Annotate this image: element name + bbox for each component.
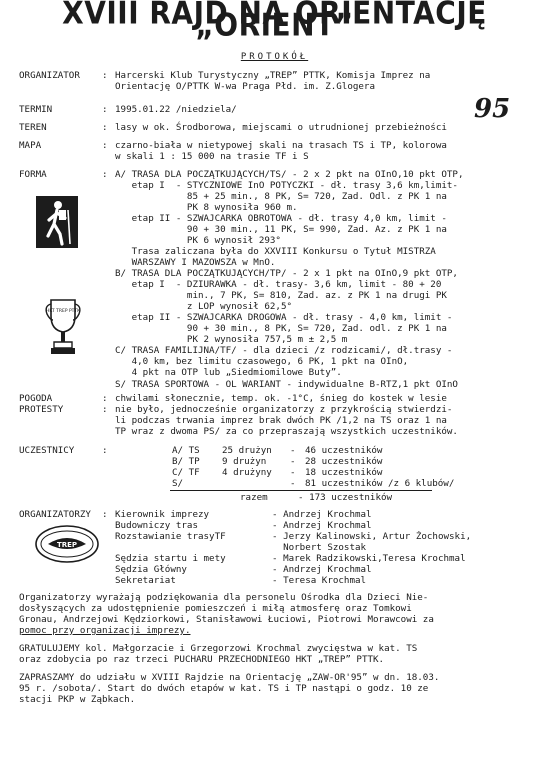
- forma-line: etap I - STYCZNIOWE InO POTYCZKI - dł. trasy 3,6 km,limit-: [115, 180, 458, 191]
- organizer-role: Rozstawianie trasyTF: [115, 531, 226, 542]
- organizer-role: Kierownik imprezy: [115, 509, 210, 520]
- organizer-name: - Marek Radzikowski,Teresa Krochmal: [272, 553, 466, 564]
- organizer-name: - Andrzej Krochmal: [272, 520, 372, 531]
- forma-colon: :: [102, 169, 108, 180]
- uczestnicy-colon: :: [102, 445, 108, 456]
- total-label: razem: [240, 492, 268, 503]
- document-title: XVIII RAJD NA ORIENTACJĘ „ORIENT”: [62, 0, 487, 44]
- participant-people: 18 uczestników: [305, 467, 383, 478]
- mapa-line-2: w skali 1 : 15 000 na trasie TF i S: [115, 151, 309, 162]
- organizator-line-2: Orientację O/PTTK W-wa Praga Płd. im. Z.Glogera: [115, 81, 375, 92]
- organizator-line-1: Harcerski Klub Turystyczny „TREP” PTTK, Komisja Imprez na: [115, 70, 431, 81]
- congrats-line-1: GRATULUJEMY kol. Małgorzacie i Grzegorzowi Krochmal zwycięstwa w kat. TS: [19, 643, 418, 654]
- organizer-role: Sekretariat: [115, 575, 176, 586]
- total-value: - 173 uczestników: [298, 492, 393, 503]
- participant-route: C/ TF: [172, 467, 200, 478]
- forma-line: min., 7 PK, S= 810, Zad. az. z PK 1 na drugi PK: [115, 290, 447, 301]
- pogoda-colon: :: [102, 393, 108, 404]
- participant-route: B/ TP: [172, 456, 200, 467]
- organizator-label: ORGANIZATOR: [19, 70, 80, 81]
- thanks-line-4: pomoc przy organizacji imprezy.: [19, 625, 191, 636]
- participant-dash: -: [290, 445, 296, 456]
- total-divider: [170, 490, 432, 491]
- participant-people: 28 uczestników: [305, 456, 383, 467]
- forma-line: etap I - DZIURAWKA - dł. trasy- 3,6 km, limit - 80 + 20: [115, 279, 442, 290]
- mapa-label: MAPA: [19, 140, 42, 151]
- organizatorzy-colon: :: [102, 509, 108, 520]
- organizer-name: - Jerzy Kalinowski, Artur Żochowski,: [272, 531, 472, 542]
- organizer-role: Sędzia startu i mety: [115, 553, 226, 564]
- forma-line: WARSZAWY I MAZOWSZA w MnO.: [115, 257, 276, 268]
- forma-line: etap II - SZWAJCARKA DROGOWA - dł. trasy - 4,0 km, limit -: [115, 312, 453, 323]
- thanks-line-1: Organizatorzy wyrażają podziękowania dla personelu Ośrodka dla Dzieci Nie-: [19, 592, 429, 603]
- forma-line: Trasa zaliczana była do XXVIII Konkursu o Tytuł MISTRZA: [115, 246, 436, 257]
- pogoda-value: chwilami słonecznie, temp. ok. -1°C, śnieg do kostek w lesie: [115, 393, 447, 404]
- pogoda-label: POGODA: [19, 393, 53, 404]
- congrats-line-2: oraz zdobycia po raz trzeci PUCHARU PRZECHODNIEGO HKT „TREP” PTTK.: [19, 654, 385, 665]
- organizer-name: Norbert Szostak: [272, 542, 367, 553]
- participant-dash: -: [290, 478, 296, 489]
- invite-line-1: ZAPRASZAMY do udziału w XVIII Rajdzie na Orientację „ZAW-OR'95” w dn. 18.03.: [19, 672, 440, 683]
- organizator-colon: :: [102, 70, 108, 81]
- termin-colon: :: [102, 104, 108, 115]
- forma-line: 90 + 30 min., 11 PK, S= 990, Zad. Az. z PK 1 na: [115, 224, 447, 235]
- protesty-line-3: TP wraz z dwoma PS/ za co przepraszają wszystkich uczestników.: [115, 426, 458, 437]
- trophy-icon: [44, 296, 82, 358]
- forma-label: FORMA: [19, 169, 47, 180]
- participant-teams: 9 drużyn: [222, 456, 267, 467]
- participant-route: S/: [172, 478, 184, 489]
- protesty-line-2: li podczas trwania imprez brak dwóch PK /1,2 na TS oraz 1 na: [115, 415, 447, 426]
- club-stamp-logo: [34, 524, 100, 564]
- organizatorzy-label: ORGANIZATORZY: [19, 509, 91, 520]
- teren-label: TEREN: [19, 122, 47, 133]
- teren-value: lasy w ok. Środborowa, miejscami o utrudnionej przebieżności: [115, 122, 447, 133]
- stamp-text: TREP: [56, 541, 78, 549]
- uczestnicy-label: UCZESTNICY: [19, 445, 75, 456]
- participant-dash: -: [290, 456, 296, 467]
- mapa-colon: :: [102, 140, 108, 151]
- organizer-name: - Andrzej Krochmal: [272, 564, 372, 575]
- participant-people: 46 uczestników: [305, 445, 383, 456]
- hiker-icon: [36, 196, 78, 248]
- year-handwritten-mark: 95: [474, 94, 511, 124]
- forma-line: 4,0 km, bez limitu czasowego, 6 PK, 1 pkt na OInO,: [115, 356, 409, 367]
- forma-line: PK 8 wynosiła 960 m.: [115, 202, 298, 213]
- termin-label: TERMIN: [19, 104, 53, 115]
- mapa-line-1: czarno-biała w nietypowej skali na trasach TS i TP, kolorowa: [115, 140, 447, 151]
- organizer-role: Sędzia Główny: [115, 564, 187, 575]
- participant-teams: 25 drużyn: [222, 445, 272, 456]
- forma-line: PK 6 wynosił 293°: [115, 235, 281, 246]
- forma-line: C/ TRASA FAMILIJNA/TF/ - dla dzieci /z rodzicami/, dł.trasy -: [115, 345, 453, 356]
- forma-line: PK 2 wynosiła 757,5 m ± 2,5 m: [115, 334, 348, 345]
- participant-teams: 4 drużyny: [222, 467, 272, 478]
- protesty-colon: :: [102, 404, 108, 415]
- forma-line: A/ TRASA DLA POCZĄTKUJĄCYCH/TS/ - 2 x 2 pkt na OInO,10 pkt OTP,: [115, 169, 464, 180]
- participant-route: A/ TS: [172, 445, 200, 456]
- thanks-line-2: dosłyszących za udostępnienie pomieszczeń i miłą atmosferę oraz Tomkowi: [19, 603, 412, 614]
- forma-line: S/ TRASA SPORTOWA - OL WARIANT - indywidualne B-RTZ,1 pkt OInO: [115, 379, 458, 390]
- trophy-label: HKT TREP PTTK: [45, 309, 81, 314]
- forma-line: 4 pkt na OTP lub „Siedmiomilowe Buty”.: [115, 367, 342, 378]
- invite-line-2: 95 r. /sobota/. Start do dwóch etapów w kat. TS i TP nastąpi o godz. 10 ze: [19, 683, 429, 694]
- thanks-line-3: Gronau, Andrzejowi Kędziorkowi, Stanisławowi Łuciowi, Piotrowi Morawcowi za: [19, 614, 434, 625]
- document-subtitle: PROTOKÓŁ: [240, 52, 309, 62]
- forma-line: z LOP wynosił 62,5°: [115, 301, 293, 312]
- termin-value: 1995.01.22 /niedziela/: [115, 104, 237, 115]
- teren-colon: :: [102, 122, 108, 133]
- organizer-name: - Andrzej Krochmal: [272, 509, 372, 520]
- forma-line: etap II - SZWAJCARKA OBROTOWA - dł. trasy 4,0 km, limit -: [115, 213, 447, 224]
- invite-line-3: stacji PKP w Ząbkach.: [19, 694, 136, 705]
- forma-line: B/ TRASA DLA POCZĄTKUJĄCYCH/TP/ - 2 x 1 pkt na OInO,9 pkt OTP,: [115, 268, 458, 279]
- participant-people: 81 uczestników /z 6 klubów/: [305, 478, 455, 489]
- participant-dash: -: [290, 467, 296, 478]
- organizer-name: - Teresa Krochmal: [272, 575, 367, 586]
- forma-line: 85 + 25 min., 8 PK, S= 720, Zad. Odl. z PK 1 na: [115, 191, 447, 202]
- protesty-line-1: nie było, jednocześnie organizatorzy z przykrością stwierdzi-: [115, 404, 453, 415]
- organizer-role: Budowniczy tras: [115, 520, 198, 531]
- forma-line: 90 + 30 min., 8 PK, S= 720, Zad. odl. z PK 1 na: [115, 323, 447, 334]
- protesty-label: PROTESTY: [19, 404, 64, 415]
